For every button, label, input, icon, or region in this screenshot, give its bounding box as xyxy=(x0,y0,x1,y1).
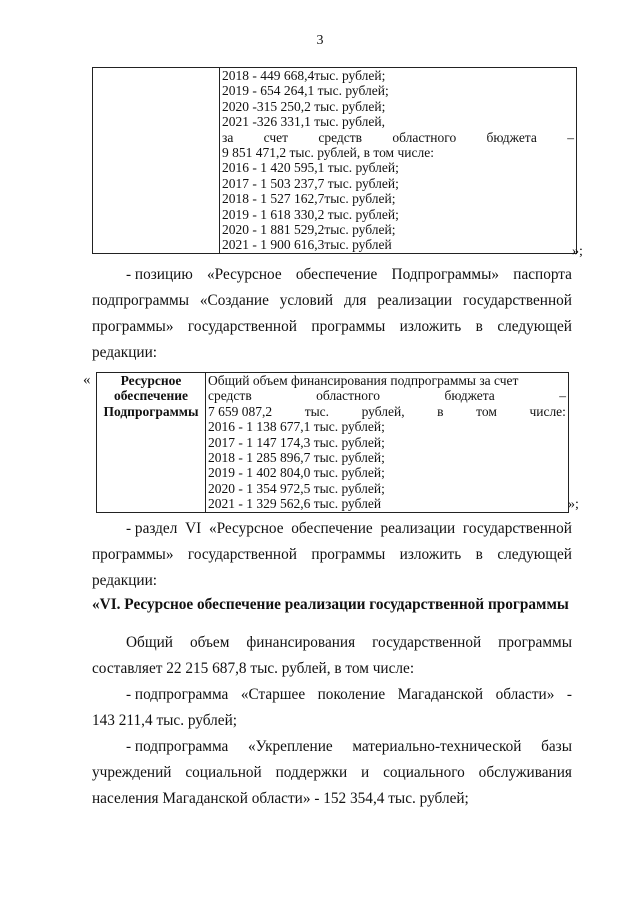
opening-quote: « xyxy=(83,372,91,388)
paragraph-section-change xyxy=(92,516,572,594)
text-line: 2016 - 1 138 677,1 тыс. рублей; xyxy=(208,419,385,435)
word: Подпрограммы» xyxy=(391,266,500,283)
word: тыс. xyxy=(304,403,330,419)
paragraph-row xyxy=(92,656,572,682)
text-line: 2021 - 1 900 616,3тыс. рублей xyxy=(222,237,392,253)
text-line: 2019 - 1 402 804,0 тыс. рублей; xyxy=(208,465,385,481)
word: средств xyxy=(208,388,252,404)
word: - позицию xyxy=(126,266,193,283)
paragraph-row xyxy=(92,630,572,656)
word: поколение xyxy=(317,686,386,703)
paragraph-row xyxy=(92,682,572,708)
word: социальной xyxy=(185,764,262,781)
word: подпрограммы xyxy=(92,292,190,309)
word: реализации xyxy=(377,292,453,309)
paragraph-row xyxy=(92,760,572,786)
funding-text-cell xyxy=(220,68,577,254)
word: рублей, xyxy=(361,403,405,419)
resource-provision-header-cell xyxy=(97,373,206,513)
paragraph-row xyxy=(92,516,572,542)
text-line: 2019 - 1 618 330,2 тыс. рублей; xyxy=(222,206,399,222)
paragraph-total-funding xyxy=(92,630,572,682)
header-line: Ресурсное xyxy=(120,373,182,388)
word: - подпрограмма xyxy=(126,686,229,703)
word: «Ресурсное xyxy=(207,266,282,283)
text-line: 2020 - 1 881 529,2тыс. рублей; xyxy=(222,221,396,237)
closing-quote: »; xyxy=(568,497,579,512)
word: бюджета xyxy=(486,129,537,145)
word: базы xyxy=(541,738,572,755)
word: условий xyxy=(279,292,334,309)
word: обслуживания xyxy=(478,764,572,781)
closing-quote: »; xyxy=(572,244,583,259)
text-line: Общий объем финансирования подпрограммы за счет xyxy=(208,373,519,388)
text-line: 2018 - 1 527 162,7тыс. рублей; xyxy=(222,191,396,207)
word: счет xyxy=(263,129,289,145)
funding-table-continuation xyxy=(92,67,577,254)
word: «Ресурсное xyxy=(208,520,284,537)
word: том xyxy=(476,403,497,419)
word: программы» xyxy=(92,546,174,563)
word: областного xyxy=(316,388,380,404)
word: в xyxy=(475,318,483,335)
paragraph-row xyxy=(92,262,572,288)
word: поддержки xyxy=(275,764,348,781)
word: программы xyxy=(498,634,572,651)
word: средств xyxy=(318,129,363,145)
word: государственной xyxy=(187,318,297,335)
text-line: 2017 - 1 147 174,3 тыс. рублей; xyxy=(208,434,385,450)
word: учреждений xyxy=(92,764,172,781)
word: программы xyxy=(311,318,386,335)
text-line: 2016 - 1 420 595,1 тыс. рублей; xyxy=(222,160,399,176)
word: – xyxy=(559,388,566,404)
word: в xyxy=(475,546,483,563)
section-heading: «VI. Ресурсное обеспечение реализации государственной программы xyxy=(92,596,569,613)
header-line: Подпрограммы xyxy=(103,403,199,419)
paragraph-row xyxy=(92,542,572,568)
word: 7 659 087,2 xyxy=(208,403,273,419)
word: – xyxy=(567,129,574,145)
paragraph-row xyxy=(92,288,572,314)
word: для xyxy=(343,292,367,309)
word: «Укрепление xyxy=(247,738,333,755)
paragraph-row xyxy=(92,568,572,594)
paragraph-subprogram-senior xyxy=(92,682,572,734)
paragraph-subprogram-infrastructure xyxy=(92,734,572,812)
word: реализации xyxy=(380,520,456,537)
page-number: 3 xyxy=(316,33,324,48)
resource-provision-text-cell xyxy=(206,373,569,513)
word: изложить xyxy=(399,546,462,563)
text-line: 2020 - 1 354 972,5 тыс. рублей; xyxy=(208,480,385,496)
paragraph-row xyxy=(92,708,572,734)
text-line: редакции: xyxy=(92,344,158,361)
word: бюджета xyxy=(444,388,495,404)
word: следующей xyxy=(497,546,572,563)
word: Магаданской xyxy=(397,686,484,703)
word: и xyxy=(361,764,370,781)
text-line: 2018 - 1 285 896,7 тыс. рублей; xyxy=(208,449,385,465)
text-line: 2018 - 449 668,4тыс. рублей; xyxy=(222,68,386,83)
word: паспорта xyxy=(513,266,572,283)
word: следующей xyxy=(497,318,572,335)
text-line: 143 211,4 тыс. рублей; xyxy=(92,712,237,729)
paragraph-row xyxy=(92,314,572,340)
text-line: 9 851 471,2 тыс. рублей, в том числе: xyxy=(222,144,434,160)
word: - раздел xyxy=(126,520,178,537)
text-line: 2021 - 1 329 562,6 тыс. рублей xyxy=(208,496,382,512)
paragraph-row xyxy=(92,734,572,760)
word: государственной xyxy=(462,520,572,537)
justified-line xyxy=(208,404,566,419)
word: «Создание xyxy=(199,292,269,309)
word: программы xyxy=(311,546,386,563)
word: VI xyxy=(185,520,202,537)
word: изложить xyxy=(399,318,462,335)
text-line: 2020 -315 250,2 тыс. рублей; xyxy=(222,98,386,114)
word: обеспечение xyxy=(295,266,378,283)
text-line: 2019 - 654 264,1 тыс. рублей; xyxy=(222,83,389,99)
word: областного xyxy=(392,129,457,145)
word: «Старшее xyxy=(240,686,306,703)
word: обеспечение xyxy=(291,520,373,537)
justified-line xyxy=(222,130,574,145)
word: государственной xyxy=(372,634,482,651)
word: числе: xyxy=(529,403,566,419)
word: материально-технической xyxy=(352,738,522,755)
resource-provision-table xyxy=(96,372,569,513)
text-line: населения Магаданской области» - 152 354,4 тыс. рублей; xyxy=(92,790,469,807)
word: государственной xyxy=(187,546,297,563)
header-line: обеспечение xyxy=(113,388,189,404)
text-line: редакции: xyxy=(92,572,158,589)
word: социального xyxy=(383,764,465,781)
word: в xyxy=(437,403,444,419)
word: программы» xyxy=(92,318,174,335)
empty-cell xyxy=(93,68,220,254)
text-line: 2017 - 1 503 237,7 тыс. рублей; xyxy=(222,175,399,191)
paragraph-position-change xyxy=(92,262,572,366)
word: - xyxy=(566,686,572,703)
word: Общий xyxy=(126,634,173,651)
word: за xyxy=(222,129,234,145)
text-line: составляет 22 215 687,8 тыс. рублей, в том числе: xyxy=(92,660,415,677)
justified-line xyxy=(208,388,566,403)
text-line: 2021 -326 331,1 тыс. рублей, xyxy=(222,114,385,130)
paragraph-row xyxy=(92,340,572,366)
word: области» xyxy=(495,686,555,703)
word: - подпрограмма xyxy=(126,738,229,755)
word: объем xyxy=(189,634,230,651)
word: финансирования xyxy=(246,634,356,651)
paragraph-row xyxy=(92,786,572,812)
word: государственной xyxy=(462,292,572,309)
